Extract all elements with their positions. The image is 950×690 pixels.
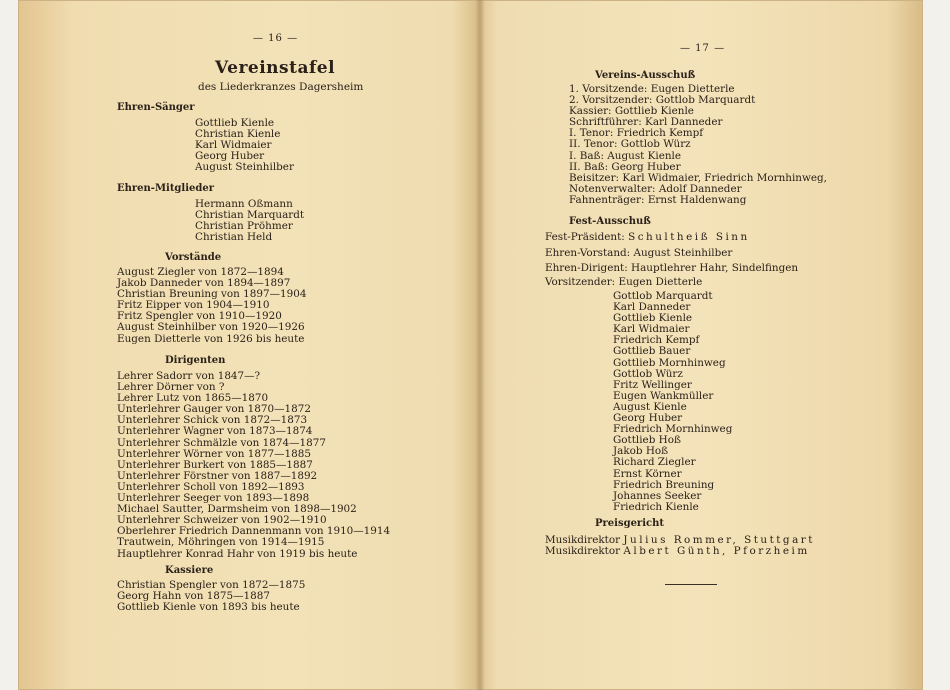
vereins-ausschuss-list bbox=[569, 84, 827, 206]
list-item: Friedrich Kempf bbox=[613, 334, 700, 347]
fest-praesident-name: Schultheiß Sinn bbox=[628, 231, 750, 243]
list-item: Lehrer Sadorr von 1847—? bbox=[117, 370, 261, 382]
judge-title: Musikdirektor bbox=[545, 534, 621, 546]
list-item: Karl Widmaier bbox=[613, 323, 690, 336]
ehren-vorstand-line: Ehren-Vorstand: August Steinhilber bbox=[545, 247, 733, 259]
list-item: Friedrich Breuning bbox=[613, 478, 715, 491]
page-number-16: — 16 — bbox=[253, 33, 299, 44]
vorsitzender-line: Vorsitzender: Eugen Dietterle bbox=[545, 276, 703, 288]
list-item: Beisitzer: Karl Widmaier, Friedrich Mornhinweg, bbox=[569, 171, 827, 184]
list-item: I. Tenor: Friedrich Kempf bbox=[569, 127, 704, 140]
list-item: Eugen Dietterle von 1926 bis heute bbox=[117, 332, 305, 345]
list-item: Johannes Seeker bbox=[613, 489, 702, 502]
list-item: Lehrer Lutz von 1865—1870 bbox=[117, 392, 269, 405]
list-item: Unterlehrer Seeger von 1893—1898 bbox=[117, 492, 310, 505]
section-heading-fest-ausschuss: Fest-Ausschuß bbox=[569, 216, 651, 227]
list-item: Fritz Wellinger bbox=[613, 378, 692, 391]
section-heading-ehren-saenger: Ehren-Sänger bbox=[117, 102, 195, 113]
list-item: Eugen Wankmüller bbox=[613, 389, 714, 402]
vorstaende-list bbox=[117, 267, 306, 345]
list-item: I. Baß: August Kienle bbox=[569, 149, 682, 162]
list-item: Unterlehrer Schmälzle von 1874—1877 bbox=[117, 436, 326, 449]
ehren-dirigent-line: Ehren-Dirigent: Hauptlehrer Hahr, Sindelfingen bbox=[545, 262, 799, 274]
list-item: Gottlieb Kienle von 1893 bis heute bbox=[117, 601, 300, 614]
fest-praesident-label: Fest-Präsident: bbox=[545, 231, 625, 243]
list-item: Gottlieb Bauer bbox=[613, 345, 691, 358]
list-item: Notenverwalter: Adolf Danneder bbox=[569, 182, 742, 195]
list-item: Christian Pröhmer bbox=[195, 220, 293, 233]
list-item: Georg Hahn von 1875—1887 bbox=[117, 590, 270, 603]
list-item: Christian Spengler von 1872—1875 bbox=[117, 579, 306, 591]
closing-rule bbox=[665, 584, 717, 585]
list-item: Ernst Körner bbox=[613, 467, 682, 480]
left-page bbox=[95, 0, 445, 690]
list-item: 2. Vorsitzender: Gottlob Marquardt bbox=[569, 94, 756, 107]
dirigenten-list bbox=[117, 371, 390, 560]
section-heading-ehren-mitglieder: Ehren-Mitglieder bbox=[117, 183, 215, 194]
list-item: Schriftführer: Karl Danneder bbox=[569, 116, 723, 129]
book-gutter bbox=[475, 0, 485, 690]
list-item: Unterlehrer Wagner von 1873—1874 bbox=[117, 425, 313, 438]
list-item: Unterlehrer Schick von 1872—1873 bbox=[117, 414, 308, 427]
list-item: Fahnenträger: Ernst Haldenwang bbox=[569, 193, 747, 206]
list-item: Fritz Spengler von 1910—1920 bbox=[117, 310, 282, 323]
list-item: August Steinhilber von 1920—1926 bbox=[117, 321, 305, 334]
list-item: Michael Sautter, Darmsheim von 1898—1902 bbox=[117, 503, 357, 516]
list-item: Christian Breuning von 1897—1904 bbox=[117, 288, 307, 301]
list-item: Gottlieb Kienle bbox=[613, 312, 693, 325]
list-item: Georg Huber bbox=[613, 412, 683, 425]
list-item: August Steinhilber bbox=[195, 161, 294, 174]
list-item: Gottlob Würz bbox=[613, 367, 683, 380]
judge-name: Julius Rommer, Stuttgart bbox=[623, 534, 815, 546]
list-item: II. Tenor: Gottlob Würz bbox=[569, 138, 691, 151]
list-item: Jakob Danneder von 1894—1897 bbox=[117, 277, 291, 290]
page-subtitle: des Liederkranzes Dagersheim bbox=[198, 81, 364, 93]
list-item: Hauptlehrer Konrad Hahr von 1919 bis heute bbox=[117, 547, 358, 560]
list-item: Richard Ziegler bbox=[613, 456, 696, 469]
list-item: Kassier: Gottlieb Kienle bbox=[569, 105, 694, 118]
list-item: Unterlehrer Gauger von 1870—1872 bbox=[117, 403, 311, 416]
fest-ausschuss-members bbox=[613, 291, 732, 513]
right-page bbox=[545, 0, 915, 690]
judge-name: Albert Günth, Pforzheim bbox=[623, 545, 810, 557]
list-item: Lehrer Dörner von ? bbox=[117, 381, 225, 394]
list-item: Trautwein, Möhringen von 1914—1915 bbox=[117, 536, 325, 549]
list-item: Hermann Oßmann bbox=[195, 198, 293, 210]
list-item: Friedrich Mornhinweg bbox=[613, 423, 733, 436]
list-item: Karl Danneder bbox=[613, 301, 691, 314]
ehren-saenger-list bbox=[195, 118, 294, 173]
list-item: 1. Vorsitzende: Eugen Dietterle bbox=[569, 83, 735, 95]
section-heading-vorstaende: Vorstände bbox=[165, 252, 222, 263]
list-item: Gottlieb Hoß bbox=[613, 434, 681, 447]
list-item: Fritz Eipper von 1904—1910 bbox=[117, 299, 270, 312]
list-item: Gottlieb Kienle bbox=[195, 117, 275, 129]
list-item: II. Baß: Georg Huber bbox=[569, 160, 681, 173]
list-item: Gottlieb Mornhinweg bbox=[613, 356, 726, 369]
list-item: Karl Widmaier bbox=[195, 139, 272, 152]
list-item: Oberlehrer Friedrich Dannenmann von 1910—1914 bbox=[117, 525, 391, 538]
list-item: Unterlehrer Scholl von 1892—1893 bbox=[117, 480, 305, 493]
list-item: Unterlehrer Schweizer von 1902—1910 bbox=[117, 514, 327, 527]
section-heading-dirigenten: Dirigenten bbox=[165, 355, 226, 366]
page-title: Vereinstafel bbox=[215, 58, 336, 78]
list-item: August Ziegler von 1872—1894 bbox=[117, 266, 284, 278]
list-item: Unterlehrer Förstner von 1887—1892 bbox=[117, 469, 318, 482]
list-item: Unterlehrer Burkert von 1885—1887 bbox=[117, 458, 313, 471]
section-heading-kassiere: Kassiere bbox=[165, 565, 214, 576]
list-item: Gottlob Marquardt bbox=[613, 290, 713, 302]
judge-line bbox=[545, 546, 810, 557]
fest-praesident-line bbox=[545, 232, 750, 243]
list-item: Friedrich Kienle bbox=[613, 500, 699, 513]
section-heading-preisgericht: Preisgericht bbox=[595, 518, 664, 529]
list-item: Unterlehrer Wörner von 1877—1885 bbox=[117, 447, 311, 460]
ehren-mitglieder-list bbox=[195, 199, 304, 243]
judge-title: Musikdirektor bbox=[545, 545, 621, 557]
section-heading-vereins-ausschuss: Vereins-Ausschuß bbox=[595, 70, 696, 81]
list-item: August Kienle bbox=[613, 400, 687, 413]
list-item: Jakob Hoß bbox=[613, 445, 669, 458]
list-item: Christian Held bbox=[195, 231, 273, 244]
list-item: Christian Marquardt bbox=[195, 209, 305, 222]
list-item: Christian Kienle bbox=[195, 128, 281, 141]
page-number-17: — 17 — bbox=[680, 43, 726, 54]
kassiere-list bbox=[117, 580, 305, 613]
list-item: Georg Huber bbox=[195, 150, 265, 163]
